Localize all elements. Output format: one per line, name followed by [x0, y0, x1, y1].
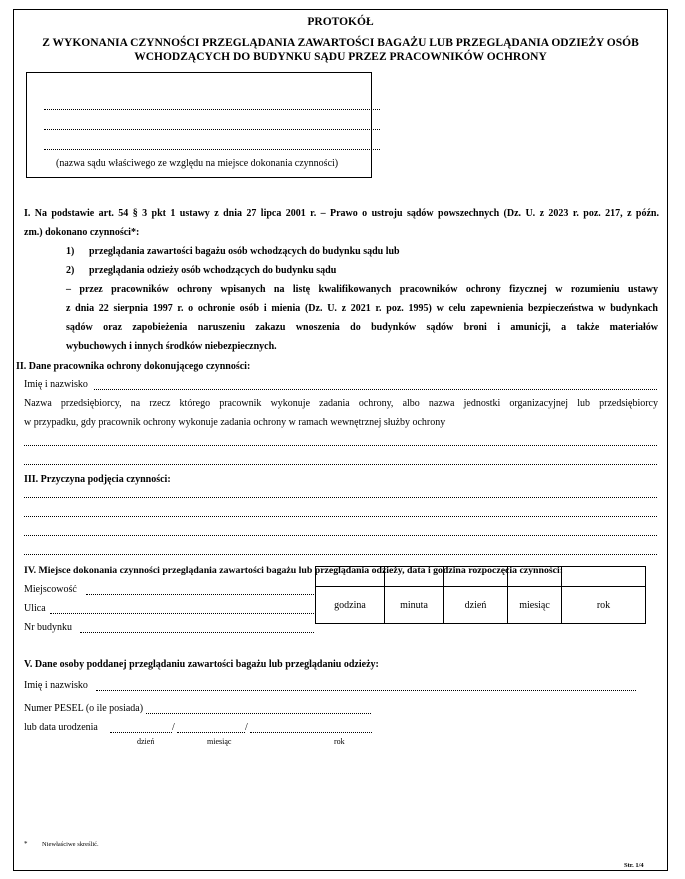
birth-day-field[interactable]: [110, 732, 172, 733]
reason-field-line4[interactable]: [24, 554, 657, 555]
reason-field-line1[interactable]: [24, 497, 657, 498]
reason-field-line3[interactable]: [24, 535, 657, 536]
person-name-field[interactable]: [96, 690, 636, 691]
section1-paragraph-line1: – przez pracowników ochrony wpisanych na listę kwalifikowanych pracowników ochrony fizycznej w rozumieniu ustawy: [66, 284, 658, 295]
guard-name-label: Imię i nazwisko: [24, 379, 88, 390]
section1-item2-text: przeglądania odzieży osób wchodzących do budynku sądu: [89, 265, 337, 276]
section1-line1: I. Na podstawie art. 54 § 3 pkt 1 ustawy z dnia 27 lipca 2001 r. – Prawo o ustroju sądów powszechnych (Dz. U. z 2023 r. poz. 217, z późn.: [24, 208, 659, 219]
hour-header: godzina: [316, 587, 385, 624]
section2-heading: II. Dane pracownika ochrony dokonującego czynności:: [16, 361, 251, 372]
day-header: dzień: [444, 587, 508, 624]
datetime-table: [315, 566, 646, 624]
birth-year-caption: rok: [334, 737, 345, 746]
guard-company-label-line1: Nazwa przedsiębiorcy, na rzecz którego pracownik wykonuje zadania ochrony, albo nazwa jednostki organizacyjnej lub przedsiębiorcy: [24, 398, 658, 409]
city-label: Miejscowość: [24, 584, 77, 595]
birth-month-caption: miesiąc: [207, 737, 232, 746]
document-title: PROTOKÓŁ: [307, 16, 374, 28]
court-name-line-2[interactable]: [44, 129, 380, 130]
section1-item2-number: 2): [66, 265, 75, 276]
court-name-line-1[interactable]: [44, 109, 380, 110]
month-value-cell[interactable]: [508, 567, 562, 587]
year-value-cell[interactable]: [562, 567, 646, 587]
document-subtitle-line1: Z WYKONANIA CZYNNOŚCI PRZEGLĄDANIA ZAWARTOŚCI BAGAŻU LUB PRZEGLĄDANIA ODZIEŻY OSÓB: [42, 37, 639, 49]
guard-company-label-line2: w przypadku, gdy pracownik ochrony wykonuje zadania ochrony w ramach wewnętrznej służby ochrony: [24, 417, 446, 428]
section1-item1-text: przeglądania zawartości bagażu osób wchodzących do budynku sądu lub: [89, 246, 400, 257]
section1-paragraph-line4: wybuchowych i innych środków niebezpiecznych.: [66, 341, 277, 352]
page-number: Str. 1/4: [624, 862, 644, 869]
guard-name-field[interactable]: [94, 389, 657, 390]
document-subtitle-line2: WCHODZĄCYCH DO BUDYNKU SĄDU PRZEZ PRACOWNIKÓW OCHRONY: [134, 51, 547, 63]
birth-year-field[interactable]: [250, 732, 372, 733]
pesel-field[interactable]: [146, 713, 371, 714]
section1-item1-number: 1): [66, 246, 75, 257]
building-number-label: Nr budynku: [24, 622, 73, 633]
street-label: Ulica: [24, 603, 46, 614]
year-header: rok: [562, 587, 646, 624]
pesel-label: Numer PESEL (o ile posiada): [24, 703, 144, 714]
day-value-cell[interactable]: [444, 567, 508, 587]
minute-header: minuta: [385, 587, 444, 624]
hour-value-cell[interactable]: [316, 567, 385, 587]
birth-date-label: lub data urodzenia: [24, 722, 98, 733]
section3-heading: III. Przyczyna podjęcia czynności:: [24, 474, 171, 485]
court-name-line-3[interactable]: [44, 149, 380, 150]
birth-month-field[interactable]: [177, 732, 245, 733]
building-number-field[interactable]: [80, 632, 314, 633]
month-header: miesiąc: [508, 587, 562, 624]
minute-value-cell[interactable]: [385, 567, 444, 587]
court-name-caption: (nazwa sądu właściwego ze względu na miejsce dokonania czynności): [56, 158, 339, 169]
footnote-mark: *: [24, 840, 28, 848]
section1-line2: zm.) dokonano czynności*:: [24, 227, 140, 238]
reason-field-line2[interactable]: [24, 516, 657, 517]
city-field[interactable]: [86, 594, 314, 595]
guard-company-field-line1[interactable]: [24, 445, 657, 446]
guard-company-field-line2[interactable]: [24, 464, 657, 465]
birth-day-caption: dzień: [137, 737, 155, 746]
person-name-label: Imię i nazwisko: [24, 680, 88, 691]
street-field[interactable]: [50, 613, 314, 614]
section1-paragraph-line3: sądów oraz zapobieżenia naruszeniu zakazu wnoszenia do budynków sądów broni i amunicji, a także materiałów: [66, 322, 658, 333]
footnote-text: Niewłaściwe skreślić.: [42, 841, 99, 848]
section4-heading: IV. Miejsce dokonania czynności przeglądania zawartości bagażu lub przeglądania odzieży, data i godzina rozpoczęcia czynności:: [24, 565, 563, 576]
section5-heading: V. Dane osoby poddanej przeglądaniu zawartości bagażu lub przeglądaniu odzieży:: [24, 659, 379, 670]
section1-paragraph-line2: z dnia 22 sierpnia 1997 r. o ochronie osób i mienia (Dz. U. z 2021 r. poz. 1995) w celu zapewnienia bezpieczeństwa w budynkach: [66, 303, 658, 314]
